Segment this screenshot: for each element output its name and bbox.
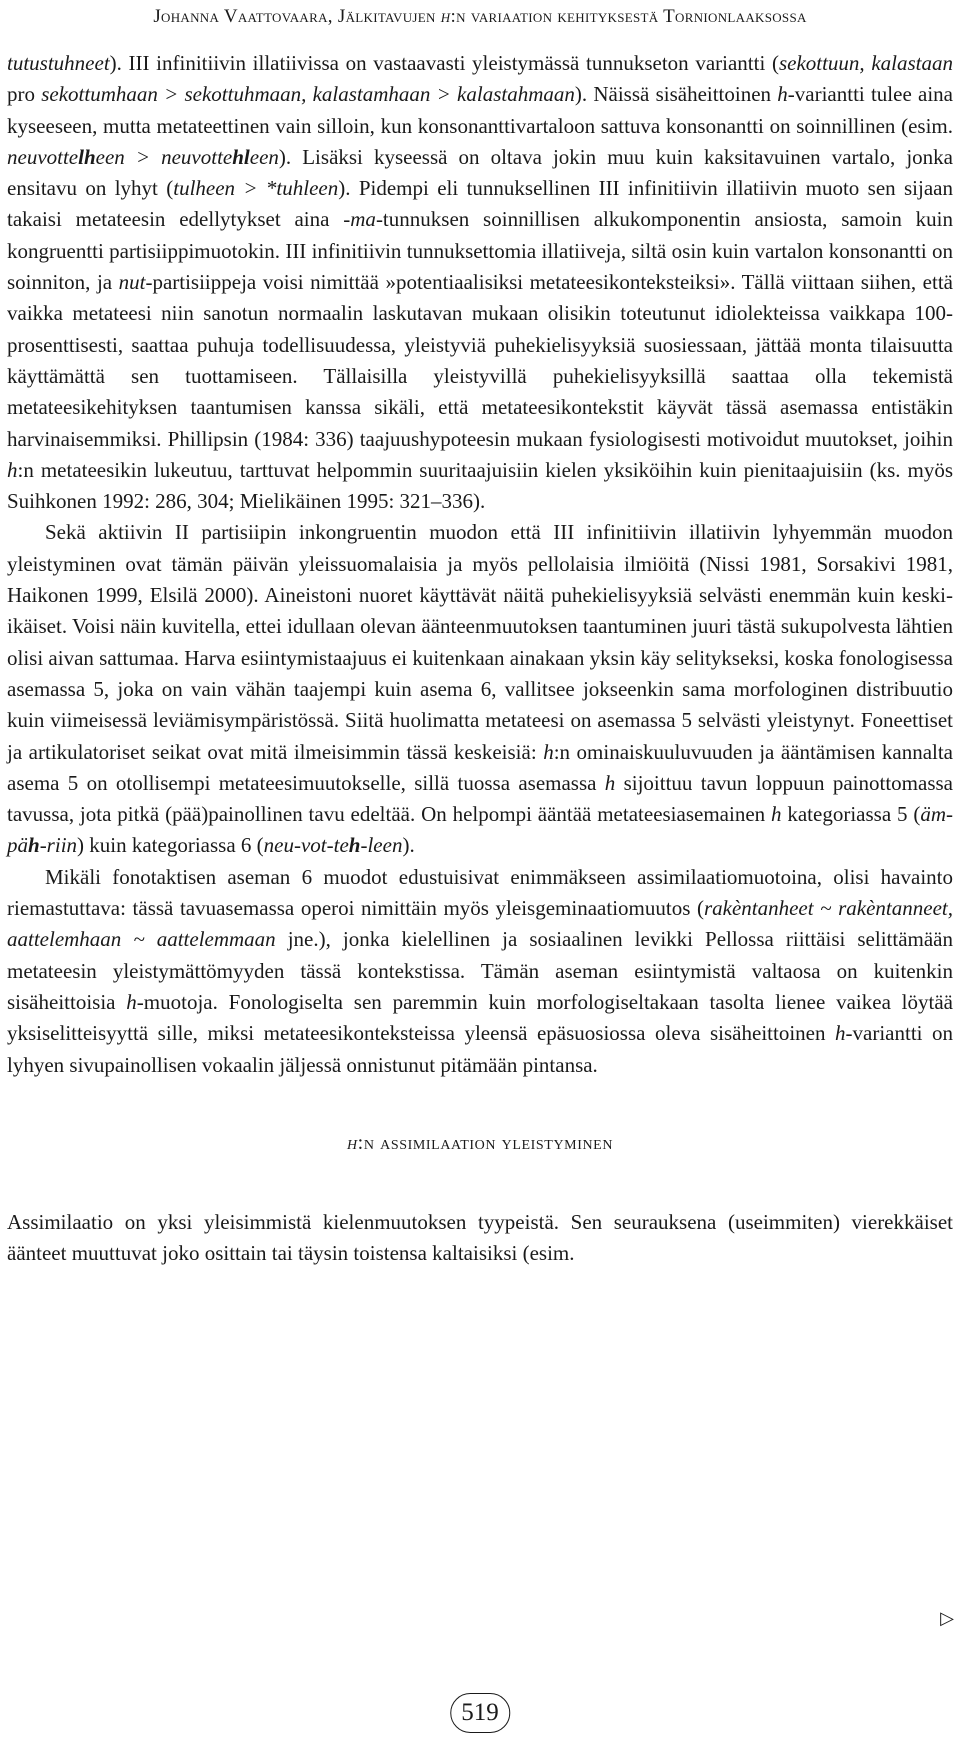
text-run: hl	[232, 144, 250, 169]
text-run: een > neuvotte	[95, 144, 233, 169]
paragraph-4	[7, 1207, 953, 1270]
text-run: lh	[78, 144, 96, 169]
text-run: h	[777, 82, 788, 107]
text-run: jne.), jonka kielellinen ja sosiaalinen levikki Pellossa riittäisi selittämään metateesin yleistymättömyyden tässä kontekstissa. Tämän aseman esiintymistä valtaosa on kuitenkin sisäheittoisia	[7, 927, 953, 1014]
text-run: :n ominaiskuuluvuuden ja ääntämisen kannalta asema 5 on otollisempi metateesimuutokselle, sillä tuossa asemassa	[7, 739, 954, 795]
text-run: -riin	[39, 833, 78, 858]
section-heading-text: :n assimilaation yleistyminen	[357, 1131, 614, 1154]
text-run: tutustuhneet	[7, 51, 110, 75]
text-run: ).	[402, 833, 415, 858]
text-run: sijoittuu tavun loppuun painottomassa tavussa, jota pitkä (pää)painollinen tavu edeltää. On helpompi ääntää metateesiasemainen	[7, 770, 954, 827]
text-run: Sekä aktiivin II partisiipin inkongruentin muodon että III infinitiivin illatiivin lyhyemmän muodon yleistyminen ovat tämän päivän yleissuomalaisia ja myös pellolaisia ilmiöitä (Nissi 1981, Sorsakivi 1981, Haikonen 1999, Elsilä 2000). Aineistoni nuoret käyttävät näitä puhekielisyyksiä selvästi enemmän kuin keski-ikäiset. Voisi näin kuvitella, ettei idullaan olevan äänteenmuutoksen taantuminen juuri tästä sukupolvesta lähtien olisi aivan sattumaa. Harva esiintymistaajuus ei kuitenkaan ainakaan yksin käy selitykseksi, koska fonologisessa asemassa 5, joka on vain vähän taajempi kuin asema 6, vallitsee jokseenkin sama morfologinen distribuutio kuin viimeisessä leviämisympäristössä. Siitä huolimatta metateesi on asemassa 5 selvästi yleistynyt. Foneettiset ja artikulatoriset seikat ovat mitä ilmeisimmin tässä keskeisiä:	[7, 520, 953, 764]
text-run: een	[249, 144, 279, 169]
text-run: -variantti tulee aina kyseeseen, mutta metateettinen vain silloin, kun konsonanttivartaloon sattuva konsonantti on soinnillinen (esim.	[7, 82, 953, 138]
text-run: h	[771, 802, 782, 827]
header-title-h: h	[440, 6, 451, 27]
paragraph-2	[7, 517, 953, 861]
text-run: neuvotte	[7, 144, 79, 169]
text-run: ). III infinitiivin illatiivissa on vastaavasti yleistymässä tunnukseton variantti (	[109, 51, 779, 75]
body-text	[7, 48, 953, 1270]
text-run: h	[126, 989, 137, 1014]
text-run: h	[604, 770, 616, 795]
text-run: nut	[118, 270, 146, 295]
header-title-pre: Jälkitavujen	[337, 6, 436, 27]
text-run: h	[28, 833, 40, 858]
text-run: h	[7, 457, 18, 482]
text-run: äm-pä	[7, 802, 953, 858]
text-run: rakèntanheet ~ rakèntanneet, aattelemhaan ~ aattelemmaan	[7, 896, 953, 952]
continue-arrow-icon: ▷	[940, 1608, 954, 1628]
text-run: -muotoja. Fonologiselta sen paremmin kuin morfologiseltakaan tasolta lienee vaikea löytää yksiselitteisyyttä sille, miksi metateesikonteksteissa yleensä epäsuosiossa oleva sisäheittoinen	[7, 989, 953, 1046]
text-run: sekottuun, kalastaan	[778, 51, 953, 75]
text-run: h	[348, 833, 361, 858]
section-heading	[7, 1128, 953, 1159]
page-number: 519	[450, 1693, 510, 1733]
text-run: sekottumhaan > sekottuhmaan, kalastamhaan > kalastahmaan	[41, 82, 575, 107]
text-run: h	[835, 1021, 846, 1046]
text-run: pro	[7, 82, 42, 107]
text-run: Mikäli fonotaktisen aseman 6 muodot edustuisivat enimmäkseen assimilaatiomuotoina, olisi havainto riemastuttava: tässä tavuasemassa operoi nimittäin myös yleisgeminaatiomuutos (	[7, 864, 953, 921]
text-run: -leen	[360, 833, 403, 858]
text-run: h	[543, 739, 554, 764]
header-author: Johanna Vaattovaara,	[153, 6, 333, 27]
text-run: Assimilaatio on yksi yleisimmistä kielenmuutoksen tyypeistä. Sen seurauksena (useimmiten) vierekkäiset äänteet muuttuvat joko osittain tai täysin toistensa kaltaisiksi (esim.	[7, 1210, 953, 1266]
section-heading-h: h	[346, 1131, 358, 1154]
text-run: ). Näissä sisäheittoinen	[574, 82, 778, 107]
text-run: tulheen > *tuhleen	[173, 176, 339, 201]
text-run: :n metateesikin lukeutuu, tarttuvat helpommin suuritaajuisiin kielen yksiköihin kuin pienitaajuisiin (ks. myös Suihkonen 1992: 286, 304; Mielikäinen 1995: 321–336).	[7, 457, 953, 514]
text-run: ). Pidempi eli tunnuksellinen III infinitiivin illatiivin muoto sen sijaan takaisi metateesin edellytykset aina -	[7, 176, 953, 232]
text-run: ) kuin kategoriassa 6 (	[77, 833, 264, 858]
header-title-post: :n variaation kehityksestä Tornionlaaksossa	[450, 6, 807, 27]
text-run: -tunnuksen soinnillisen alkukomponentin ansiosta, samoin kuin kongruentti partisiippimuotokin. III infinitiivin tunnuksettomia illatiiveja, siltä osin kuin vartalon konsonantti on soinniton, ja	[7, 207, 953, 295]
text-run: -variantti on lyhyen sivupainollisen vokaalin jäljessä onnistunut pitämään pintansa.	[7, 1021, 954, 1077]
running-header	[0, 6, 960, 28]
text-run: ). Lisäksi kyseessä on oltava jokin muu kuin kaksitavuinen vartalo, jonka ensitavu on lyhyt (	[7, 144, 953, 201]
text-run: neu-vot-te	[263, 833, 349, 858]
text-run: ma	[350, 207, 376, 232]
paragraph-3	[7, 862, 953, 1081]
text-run: kategoriassa 5 (	[781, 802, 921, 827]
text-run: -partisiippeja voisi nimittää »potentiaalisiksi metateesikonteksteiksi». Tällä viittaan siihen, että vaikka metateesi niin sanotun normaalin laskutavan mukaan olisikin toteutunut idiolekteissa vaikkapa 100-prosenttisesti, saattaa puhuja todellisuudessa, yleistyviä puhekielisyyksiä suosiessaan, jättää monta tilaisuutta käyttämättä sen tuottamiseen. Tällaisilla yleistyvillä puhekielisyyksillä saattaa olla tekemistä metateesikehityksen taantumisen kanssa sikäli, että metateesikontekstit käyvät tässä asemassa entistäkin harvinaisemmiksi. Phillipsin (1984: 336) taajuushypoteesin mukaan fysiologisesti motivoidut muutokset, joihin	[7, 270, 953, 451]
paragraph-1	[7, 48, 953, 517]
